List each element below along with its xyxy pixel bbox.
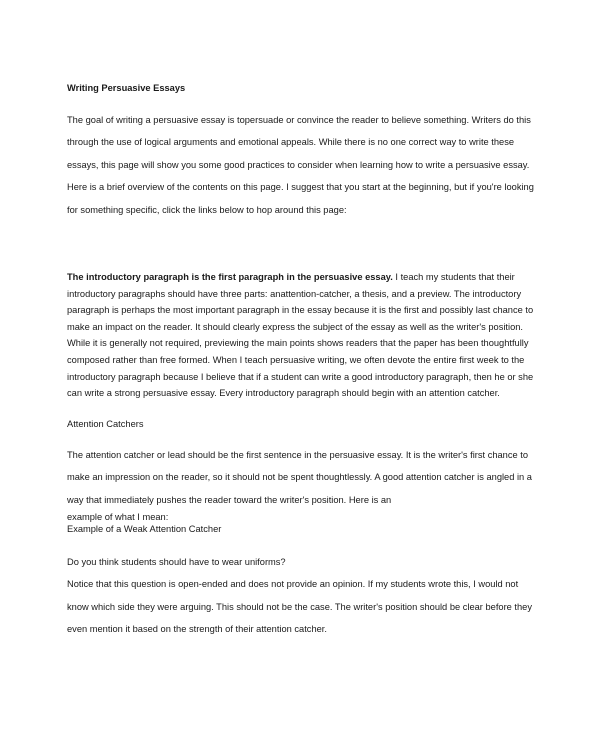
- spacer: [67, 535, 540, 551]
- introductory-body: I teach my students that their introductory paragraphs should have three parts: anattention-catcher, a thesis, and a preview. The introductory paragraph is perhaps the most important paragraph in the essay because it is the first and possibly last chance to make an impact on the reader. It should clearly express the subject of the essay as well as the writer's position. While it is generally not required, previewing the main points shows readers that the paper has been thoughtfully composed rather than free formed. When I teach persuasive writing, we often devote the entire first week to the introductory paragraph because I believe that if a student can write a good introductory paragraph, then he or she can write a strong persuasive essay. Every introductory paragraph should begin with an attention catcher.: [67, 272, 534, 399]
- spacer: [67, 402, 540, 416]
- example-line: example of what I mean:: [67, 512, 169, 522]
- attention-heading: Attention Catchers: [67, 418, 144, 429]
- overview-paragraph: Here is a brief overview of the contents on this page. I suggest that you start at the beginning, but if you're looking for something specific, click the links below to hop around this page:: [67, 182, 534, 215]
- question-line: Do you think students should have to wear uniforms?: [67, 557, 286, 567]
- intro-paragraph: The goal of writing a persuasive essay is topersuade or convince the reader to believe something. Writers do this through the use of logical arguments and emotional appeals. While there is no one correct way to write these essays, this page will show you some good practices to consider when learning how to write a persuasive essay.: [67, 115, 531, 170]
- spacer: [67, 221, 540, 269]
- notice-paragraph: Notice that this question is open-ended and does not provide an opinion. If my students wrote this, I would not know which side they were arguing. This should not be the case. The writer's position should be clear before they even mention it based on the strength of their attention catcher.: [67, 579, 532, 635]
- weak-example-label: Example of a Weak Attention Catcher: [67, 524, 222, 534]
- document-title: Writing Persuasive Essays: [67, 83, 186, 93]
- spacer: [67, 432, 540, 444]
- introductory-paragraph: [67, 269, 540, 402]
- introductory-lead: The introductory paragraph is the first paragraph in the persuasive essay.: [67, 272, 393, 283]
- attention-paragraph: The attention catcher or lead should be the first sentence in the persuasive essay. It is the writer's first chance to make an impression on the reader, so it should not be spent thoughtlessly. A good attention catcher is angled in a way that immediately pushes the reader toward the writer's position. Here is an: [67, 449, 532, 505]
